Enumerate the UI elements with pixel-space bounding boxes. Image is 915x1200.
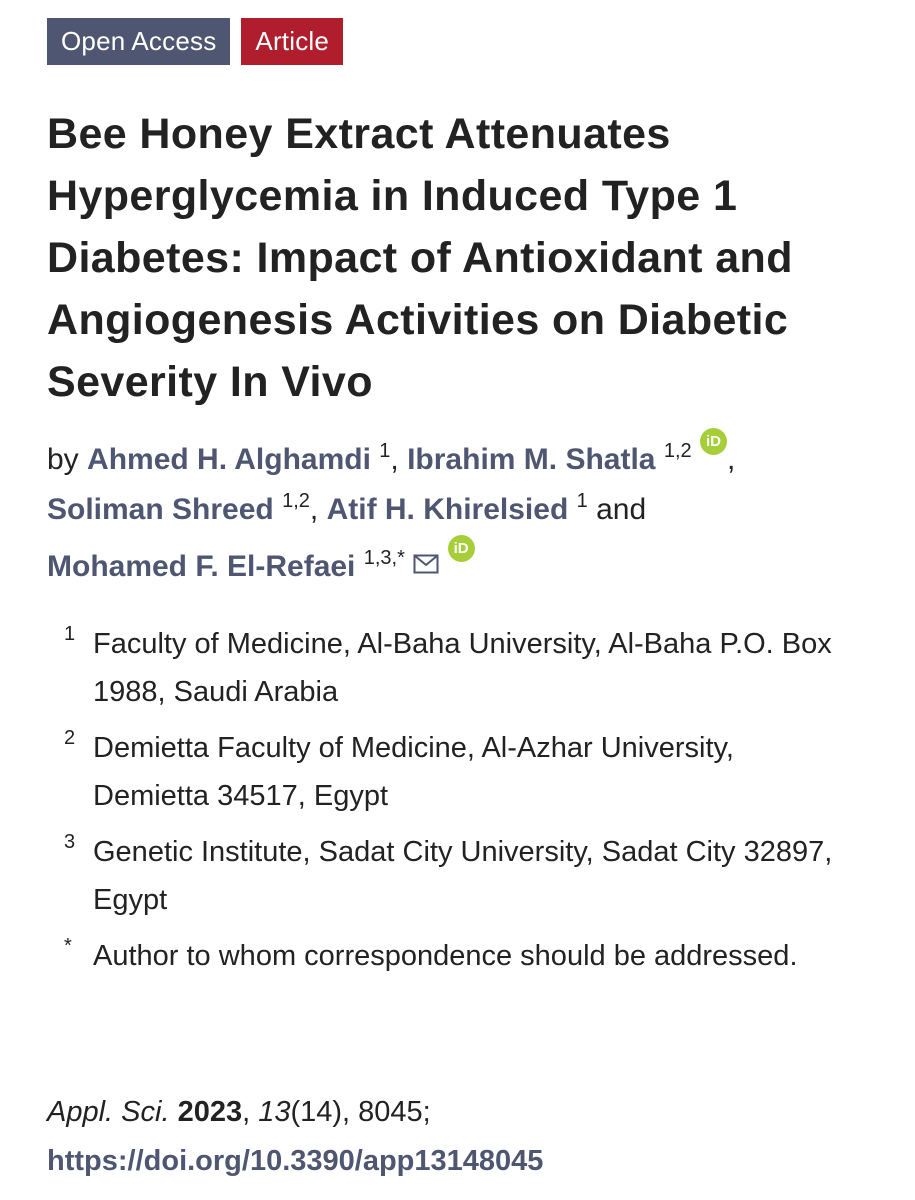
- affiliation-text: Demietta Faculty of Medicine, Al-Azhar University, Demietta 34517, Egypt: [93, 732, 734, 812]
- article-title: Bee Honey Extract Attenuates Hyperglycemia in Induced Type 1 Diabetes: Impact of Antioxidant and Angiogenesis Activities on Diabetic Severity In Vivo: [47, 110, 793, 406]
- affiliation-text: Genetic Institute, Sadat City University, Sadat City 32897, Egypt: [93, 836, 833, 916]
- citation-volume: 13: [258, 1096, 291, 1128]
- author-link[interactable]: Mohamed F. El-Refaei: [47, 550, 356, 583]
- article-type-badge[interactable]: Article: [241, 18, 343, 65]
- envelope-icon[interactable]: [413, 540, 439, 590]
- affiliation-text: Author to whom correspondence should be addressed.: [93, 940, 798, 972]
- citation-line: [47, 1088, 431, 1136]
- affiliation-item: [60, 724, 850, 820]
- author-link[interactable]: Atif H. Khirelsied: [326, 493, 569, 526]
- comma-separator: ,: [390, 443, 399, 476]
- affiliation-marker: 2: [64, 727, 76, 749]
- affiliation-item: [60, 828, 850, 924]
- affiliation-list: [60, 620, 850, 988]
- author-affiliation-sup: 1: [576, 490, 588, 512]
- comma-separator: ,: [309, 493, 319, 526]
- affiliation-marker: *: [64, 935, 72, 957]
- citation-issue: (14): [290, 1096, 343, 1128]
- comma-separator: ,: [242, 1096, 259, 1128]
- envelope-icon-svg: [413, 554, 439, 574]
- author-link[interactable]: Ibrahim M. Shatla: [407, 443, 656, 476]
- affiliation-marker: 1: [64, 623, 76, 645]
- and-label: and: [596, 493, 647, 526]
- journal-name: Appl. Sci.: [47, 1096, 170, 1128]
- by-label: by: [47, 443, 79, 476]
- orcid-icon[interactable]: iD: [448, 535, 475, 562]
- author-link[interactable]: Soliman Shreed: [47, 493, 274, 526]
- author-list: [47, 428, 887, 592]
- affiliation-marker: 3: [64, 831, 76, 853]
- affiliation-item: [60, 620, 850, 716]
- citation-year: 2023: [177, 1096, 243, 1128]
- author-link[interactable]: Ahmed H. Alghamdi: [87, 443, 371, 476]
- open-access-badge[interactable]: Open Access: [47, 18, 230, 65]
- author-affiliation-sup: 1,2: [663, 440, 692, 462]
- citation-article-number: , 8045;: [342, 1096, 431, 1128]
- affiliation-text: Faculty of Medicine, Al-Baha University, Al-Baha P.O. Box 1988, Saudi Arabia: [93, 628, 832, 708]
- author-affiliation-sup: 1,3,*: [363, 547, 405, 569]
- author-affiliation-sup: 1,2: [282, 490, 310, 512]
- author-affiliation-sup: 1: [379, 440, 391, 462]
- comma-separator: ,: [726, 443, 736, 476]
- orcid-icon[interactable]: iD: [700, 428, 727, 455]
- article-badges: [47, 18, 343, 65]
- affiliation-item: [60, 932, 850, 980]
- doi-link[interactable]: https://doi.org/10.3390/app13148045: [47, 1145, 544, 1177]
